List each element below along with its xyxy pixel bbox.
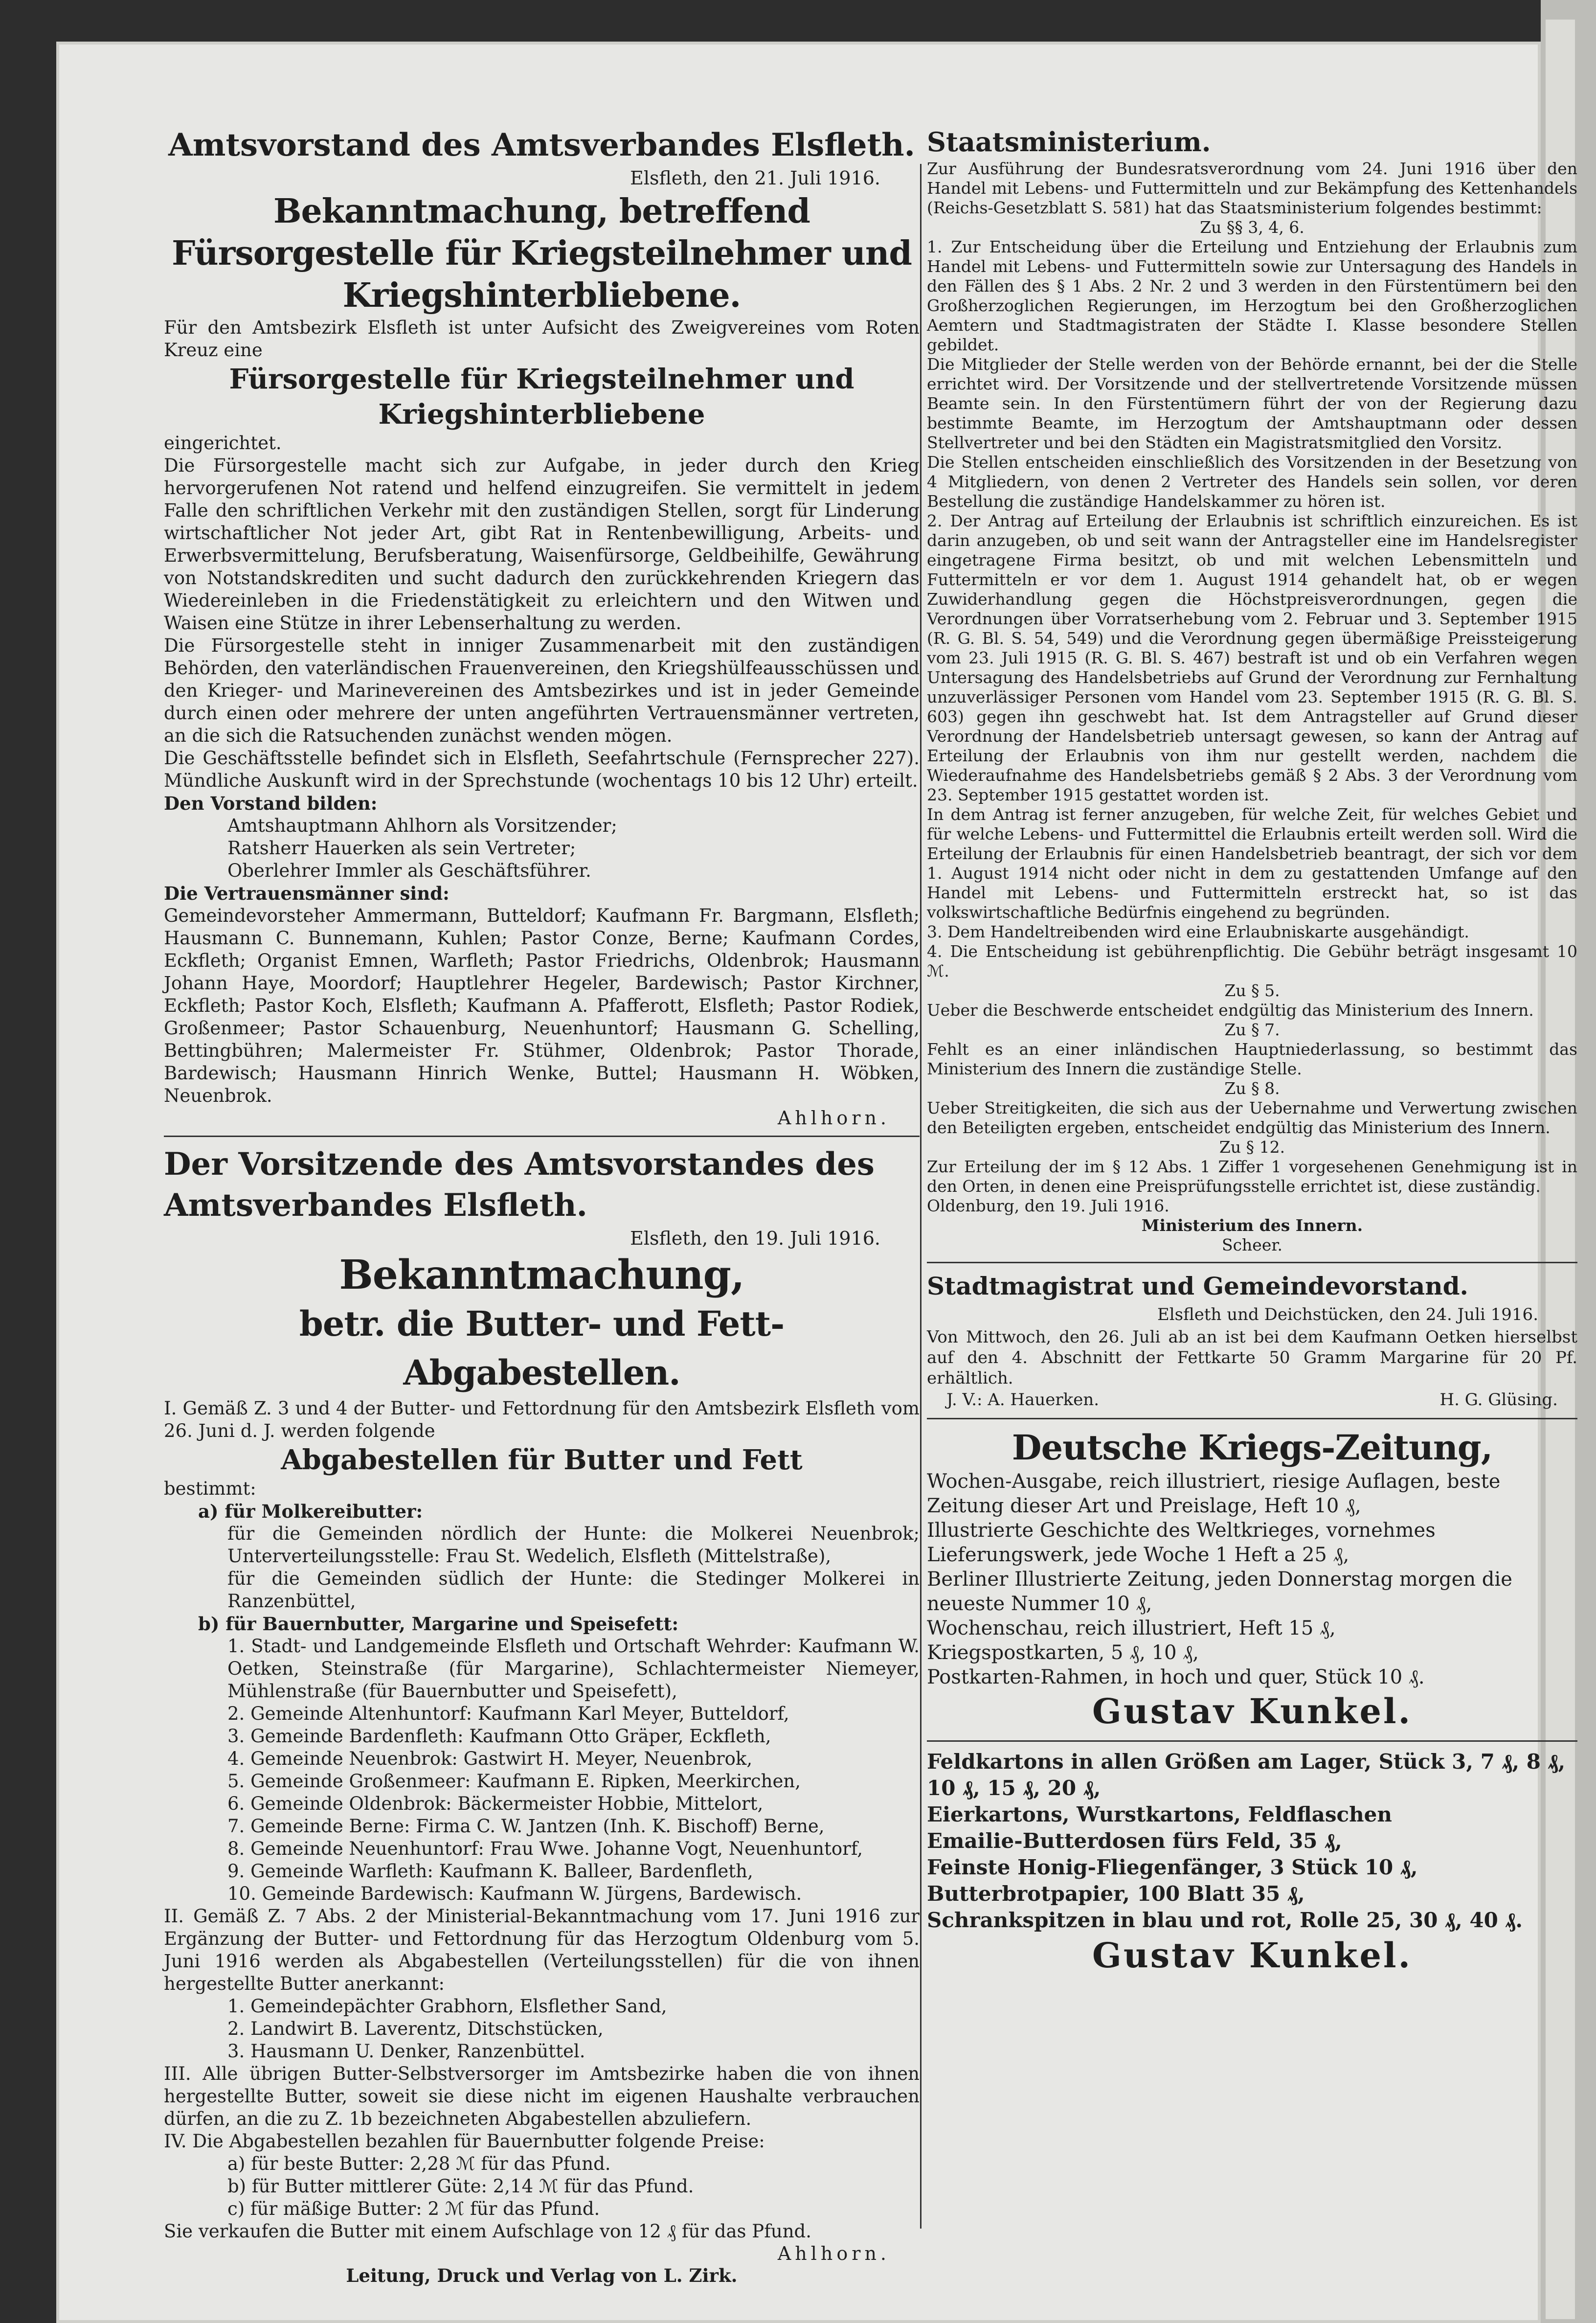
molkerei-south: für die Gemeinden südlich der Hunte: die Stedinger Molkerei in Ranzenbüttel, — [227, 1568, 920, 1612]
notice-c-1c: Die Stellen entscheiden einschließlich des Vorsitzenden in der Besetzung von 4 Mitgliedern, von denen 2 Vertreter des Handels sein sollen, vor deren Bestellung die zuständige Handelskammer zu hören ist. — [927, 453, 1577, 511]
notice-b-signature: Ahlhorn. — [777, 2243, 890, 2264]
notice-b-section-i: I. Gemäß Z. 3 und 4 der Butter- und Fettordnung für den Amtsbezirk Elsfleth vom 26. Juni d. J. werden folgende — [164, 1398, 920, 1441]
ad-e-title: Deutsche Kriegs-Zeitung, — [1012, 1427, 1493, 1468]
ad-f-line: Schrankspitzen in blau und rot, Rolle 25, 30 ₰, 40 ₰. — [927, 1908, 1523, 1932]
ad-e-signature: Gustav Kunkel. — [1092, 1691, 1412, 1731]
notice-a-title: Bekanntmachung, betreffend Fürsorgestelle für Kriegsteilnehmer und Kriegshinterbliebene. — [172, 192, 912, 315]
notice-a-subtitle: Fürsorgestelle für Kriegsteilnehmer und Kriegshinterbliebene — [229, 363, 854, 431]
ad-e-line: Illustrierte Geschichte des Weltkrieges, vornehmes Lieferungswerk, jede Woche 1 Heft a 25 ₰, — [927, 1519, 1436, 1566]
list-item: 5. Gemeinde Großenmeer: Kaufmann E. Ripken, Meerkirchen, — [227, 1771, 801, 1792]
board-member-1: Amtshauptmann Ahlhorn als Vorsitzender; — [227, 815, 617, 836]
notice-d-signature-1: J. V.: A. Hauerken. — [946, 1390, 1100, 1410]
list-item: 2. Landwirt B. Laverentz, Ditschstücken, — [227, 2018, 604, 2039]
section-marker: Zu § 5. — [1224, 981, 1280, 1000]
ad-f-signature: Gustav Kunkel. — [1092, 1935, 1412, 1976]
notice-c-12: Zur Erteilung der im § 12 Abs. 1 Ziffer 1 vorgesehenen Genehmigung ist in den Orten, in denen eine Preisprüfungsstelle errichtet ist, diese zuständig. — [927, 1157, 1577, 1196]
notice-c-ministry: Ministerium des Innern. — [1141, 1216, 1363, 1235]
notice-a-established: eingerichtet. — [164, 433, 282, 454]
ad-e-line: Kriegspostkarten, 5 ₰, 10 ₰, — [927, 1641, 1199, 1664]
left-column — [164, 125, 920, 2287]
notice-c-8: Ueber Streitigkeiten, die sich aus der Uebernahme und Verwertung zwischen den Beteiligten ergeben, entscheidet endgültig das Ministerium des Innern. — [927, 1098, 1577, 1137]
molkerei-heading: a) für Molkereibutter: — [198, 1501, 423, 1522]
notice-b-section-ii: II. Gemäß Z. 7 Abs. 2 der Ministerial-Bekanntmachung vom 17. Juni 1916 zur Ergänzung der Butter- und Fettordnung für das Herzogtum Oldenburg vom 5. Juni 1916 werden als Abgabestellen (Verteilungsstellen) für die von ihnen hergestellte Butter anerkannt: — [164, 1906, 920, 1994]
notice-c-1b: Die Mitglieder der Stelle werden von der Behörde ernannt, bei der die Stelle errichtet wird. Der Vorsitzende und der stellvertretende Vorsitzende müssen Beamte sein. In den Fürstentümern führt der von der Regierung dazu bestimmte Beamte, im Herzogtum der Amtshauptmann oder dessen Stellvertreter und bei den Städten ein Magistratsmitglied den Vorsitz. — [927, 355, 1577, 452]
list-item: 10. Gemeinde Bardewisch: Kaufmann W. Jürgens, Bardewisch. — [227, 1883, 802, 1904]
list-item: 9. Gemeinde Warfleth: Kaufmann K. Balleer, Bardenfleth, — [227, 1861, 753, 1882]
trustees-heading: Die Vertrauensmänner sind: — [164, 883, 450, 904]
notice-b-section-iv-end: Sie verkaufen die Butter mit einem Aufschlage von 12 ₰ für das Pfund. — [164, 2221, 811, 2242]
notice-c-3: 3. Dem Handeltreibenden wird eine Erlaubniskarte ausgehändigt. — [927, 922, 1469, 941]
list-item: 7. Gemeinde Berne: Firma C. W. Jantzen (Inh. K. Bischoff) Berne, — [227, 1816, 825, 1837]
list-item: 3. Gemeinde Bardenfleth: Kaufmann Otto Gräper, Eckfleth, — [227, 1726, 771, 1747]
list-item: 6. Gemeinde Oldenbrok: Bäckermeister Hobbie, Mittelort, — [227, 1793, 764, 1814]
notice-d-signatures — [927, 1389, 1577, 1411]
price-item: c) für mäßige Butter: 2 ℳ für das Pfund. — [227, 2198, 600, 2219]
ad-f-line: Butterbrotpapier, 100 Blatt 35 ₰, — [927, 1882, 1305, 1906]
imprint: Leitung, Druck und Verlag von L. Zirk. — [346, 2265, 738, 2286]
list-item: 1. Stadt- und Landgemeinde Elsfleth und Ortschaft Wehrder: Kaufmann W. Oetken, Steinstraße (für Margarine), Schlachtermeister Niemeyer, Mühlenstraße (für Bauernbutter und Speisefett), — [227, 1636, 920, 1702]
list-item: 1. Gemeindepächter Grabhorn, Elsflether Sand, — [227, 1996, 667, 2017]
molkerei-north: für die Gemeinden nördlich der Hunte: die Molkerei Neuenbrok; Unterverteilungsstelle: Frau St. Wedelich, Elsfleth (Mittelstraße), — [227, 1523, 920, 1567]
divider — [927, 1418, 1577, 1419]
section-marker: Zu § 8. — [1224, 1079, 1280, 1098]
trustees-list: Gemeindevorsteher Ammermann, Butteldorf; Kaufmann Fr. Bargmann, Elsfleth; Hausmann C. Bunnemann, Kuhlen; Pastor Conze, Berne; Kaufmann Cordes, Eckfleth; Organist Emnen, Warfleth; Pastor Friedrichs, Oldenbrok; Hausmann Johann Haye, Moordorf; Hauptlehrer Hegeler, Bardewisch; Pastor Kirchner, Eckfleth; Pastor Koch, Elsfleth; Kaufmann A. Pfafferott, Elsfleth; Pastor Rodiek, Großenmeer; Pastor Schauenburg, Neuenhuntorf; Hausmann G. Schelling, Bettingbühren; Malermeister Fr. Stühmer, Oldenbrok; Pastor Thorade, Bardewisch; Hausmann Hinrich Wenke, Buttel; Hausmann H. Wöbken, Neuenbrok. — [164, 905, 920, 1106]
notice-b-header: Der Vorsitzende des Amtsvorstandes des Amtsverbandes Elsfleth. — [164, 1146, 875, 1224]
notice-c-4: 4. Die Entscheidung ist gebührenpflichtig. Die Gebühr beträgt insgesamt 10 ℳ. — [927, 942, 1577, 980]
notice-a-intro: Für den Amtsbezirk Elsfleth ist unter Aufsicht des Zweigvereines vom Roten Kreuz eine — [164, 317, 920, 361]
notice-a-para3: Die Geschäftsstelle befindet sich in Elsfleth, Seefahrtschule (Fernsprecher 227). Mündliche Auskunft wird in der Sprechstunde (wochentags 10 bis 12 Uhr) erteilt. — [164, 748, 920, 791]
price-item: a) für beste Butter: 2,28 ℳ für das Pfund. — [227, 2153, 611, 2174]
notice-b-section-iii: III. Alle übrigen Butter-Selbstversorger im Amtsbezirke haben die von ihnen hergestellte Butter, soweit sie diese nicht im eigenen Haushalte verbrauchen dürfen, an die zu Z. 1b bezeichneten Abgabestellen abzuliefern. — [164, 2063, 920, 2129]
notice-c-7: Fehlt es an einer inländischen Hauptniederlassung, so bestimmt das Ministerium des Innern die zuständige Stelle. — [927, 1040, 1577, 1078]
ad-e-line: Postkarten-Rahmen, in hoch und quer, Stück 10 ₰. — [927, 1666, 1425, 1688]
notice-a-date: Elsfleth, den 21. Juli 1916. — [630, 167, 880, 189]
notice-c-intro: Zur Ausführung der Bundesratsverordnung vom 24. Juni 1916 über den Handel mit Lebens- und Futtermitteln und zur Bekämpfung des Kettenhandels (Reichs-Gesetzblatt S. 581) hat das Staatsministerium folgendes bestimmt: — [927, 159, 1577, 217]
ad-f-line: Emailie-Butterdosen fürs Feld, 35 ₰, — [927, 1829, 1342, 1853]
notice-b-date: Elsfleth, den 19. Juli 1916. — [630, 1228, 880, 1249]
list-item: 2. Gemeinde Altenhuntorf: Kaufmann Karl Meyer, Butteldorf, — [227, 1703, 789, 1724]
notice-d-date: Elsfleth und Deichstücken, den 24. Juli 1916. — [1157, 1305, 1538, 1324]
notice-a-para2: Die Fürsorgestelle steht in inniger Zusammenarbeit mit den zuständigen Behörden, den vaterländischen Frauenvereinen, den Kriegshülfeausschüssen und den Krieger- und Marinevereinen des Amtsbezirkes und ist in jeder Gemeinde durch einen oder mehrere der unten angeführten Vertrauensmänner vertreten, an die sich die Ratsuchenden zunächst wenden mögen. — [164, 635, 920, 746]
notice-a-header: Amtsvorstand des Amtsverbandes Elsfleth. — [168, 127, 915, 163]
section-marker: Zu §§ 3, 4, 6. — [1200, 218, 1304, 237]
ad-f-line: Eierkartons, Wurstkartons, Feldflaschen — [927, 1802, 1392, 1826]
board-member-2: Ratsherr Hauerken als sein Vertreter; — [227, 838, 576, 859]
ad-e-line: Wochenschau, reich illustriert, Heft 15 ₰, — [927, 1617, 1336, 1640]
notice-b-bestimmt: bestimmt: — [164, 1478, 256, 1499]
list-item: 8. Gemeinde Neuenhuntorf: Frau Wwe. Johanne Vogt, Neuenhuntorf, — [227, 1838, 863, 1859]
notice-c-1: 1. Zur Entscheidung über die Erteilung und Entziehung der Erlaubnis zum Handel mit Lebens- und Futtermitteln sowie zur Untersagung des Handels in den Fällen des § 1 Abs. 2 Nr. 2 und 3 werden in den Fürstentümern bei den Großherzoglichen Regierungen, im Herzogtum bei den Großherzoglichen Aemtern und Stadtmagistraten der Städte I. Klasse besondere Stellen gebildet. — [927, 237, 1577, 354]
list-item: 4. Gemeinde Neuenbrok: Gastwirt H. Meyer, Neuenbrok, — [227, 1748, 753, 1769]
list-item: 3. Hausmann U. Denker, Ranzenbüttel. — [227, 2041, 585, 2062]
notice-d-header: Stadtmagistrat und Gemeindevorstand. — [927, 1272, 1468, 1300]
notice-b-title-1: Bekanntmachung, — [339, 1252, 744, 1298]
divider — [927, 1262, 1577, 1263]
notice-c-2: 2. Der Antrag auf Erteilung der Erlaubnis ist schriftlich einzureichen. Es ist darin anzugeben, ob und seit wann der Antragsteller eine im Handelsregister eingetragene Firma besitzt, ob und mit welchen Lebensmitteln und Futtermitteln er vor dem 1. August 1914 gehandelt hat, ob er wegen Zuwiderhandlung gegen die Höchstpreisverordnungen, gegen die Verordnungen über Vorratserhebung vom 2. Februar und 3. September 1915 (R. G. Bl. S. 54, 549) und die Verordnung gegen übermäßige Preissteigerung vom 23. Juli 1915 (R. G. Bl. S. 467) bestraft ist und ob ein Verfahren wegen Untersagung des Handelsbetriebs auf Grund der Verordnung zur Fernhaltung unzuverlässiger Personen vom Handel vom 23. September 1915 (R. G. Bl. S. 603) gegen ihn geschwebt hat. Ist dem Antragsteller auf Grund dieser Verordnung der Handelsbetrieb untersagt gewesen, so kann der Antrag auf Erteilung der Erlaubnis von ihm nur gestellt werden, nachdem die Wiederaufnahme des Handelsbetriebs gemäß § 2 Abs. 3 der Verordnung vom 23. September 1915 gestattet worden ist. — [927, 511, 1577, 804]
notice-b-section-iv: IV. Die Abgabestellen bezahlen für Bauernbutter folgende Preise: — [164, 2131, 765, 2152]
right-column — [927, 125, 1577, 1978]
divider — [927, 1740, 1577, 1742]
newspaper-page — [56, 42, 1577, 2323]
notice-c-2b: In dem Antrag ist ferner anzugeben, für welche Zeit, für welches Gebiet und für welche Lebens- und Futtermittel die Erlaubnis erteilt werden soll. Wird die Erteilung der Erlaubnis für einen Handelsbetrieb beantragt, der sich vor dem 1. August 1914 nicht oder nicht in dem zu gestattenden Umfange auf den Handel mit Lebens- und Futtermitteln erstreckt hat, so ist das volkswirtschaftliche Bedürfnis eingehend zu begründen. — [927, 805, 1577, 922]
notice-d-text: Von Mittwoch, den 26. Juli ab an ist bei dem Kaufmann Oetken hierselbst auf den 4. Abschnitt der Fettkarte 50 Gramm Margarine für 20 Pf. erhältlich. — [927, 1327, 1577, 1388]
notice-c-date: Oldenburg, den 19. Juli 1916. — [927, 1196, 1169, 1215]
ad-e-line: Berliner Illustrierte Zeitung, jeden Donnerstag morgen die neueste Nummer 10 ₰, — [927, 1568, 1512, 1615]
notice-c-5: Ueber die Beschwerde entscheidet endgültig das Ministerium des Innern. — [927, 1001, 1534, 1020]
notice-b-title-2: betr. die Butter- und Fett-Abgabestellen. — [299, 1303, 785, 1393]
bauernbutter-heading: b) für Bauernbutter, Margarine und Speisefett: — [198, 1613, 679, 1635]
section-marker: Zu § 7. — [1224, 1020, 1280, 1039]
column-divider — [920, 164, 922, 2229]
notice-b-subtitle: Abgabestellen für Butter und Fett — [281, 1444, 803, 1476]
notice-c-signature: Scheer. — [1221, 1235, 1283, 1254]
notice-a-signature: Ahlhorn. — [777, 1107, 890, 1129]
ad-f-line: Feinste Honig-Fliegenfänger, 3 Stück 10 ₰, — [927, 1855, 1418, 1879]
ad-f-line: Feldkartons in allen Größen am Lager, Stück 3, 7 ₰, 8 ₰, 10 ₰, 15 ₰, 20 ₰, — [927, 1750, 1566, 1800]
notice-d-signature-2: H. G. Glüsing. — [1439, 1390, 1558, 1410]
board-member-3: Oberlehrer Immler als Geschäftsführer. — [227, 860, 591, 881]
notice-a-para1: Die Fürsorgestelle macht sich zur Aufgabe, in jeder durch den Krieg hervorgerufenen Not ratend und helfend einzugreifen. Sie vermittelt in jedem Falle den schriftlichen Verkehr mit den zuständigen Stellen, sorgt für Linderung wirtschaftlicher Not jeder Art, gibt Rat in Rentenbewilligung, Arbeits- und Erwerbsvermittelung, Berufsberatung, Waisenfürsorge, Geldbeihilfe, Gewährung von Notstandskrediten und sucht dadurch den zurückkehrenden Kriegern das Wiedereinleben in die Friedenstätigkeit zu erleichtern und den Witwen und Waisen eine Stütze in ihrer Lebenserhaltung zu werden. — [164, 455, 920, 634]
board-heading: Den Vorstand bilden: — [164, 793, 378, 814]
divider — [164, 1136, 920, 1137]
notice-c-header: Staatsministerium. — [927, 126, 1211, 158]
price-item: b) für Butter mittlerer Güte: 2,14 ℳ für das Pfund. — [227, 2176, 694, 2197]
section-marker: Zu § 12. — [1219, 1138, 1285, 1157]
ad-e-line: Wochen-Ausgabe, reich illustriert, riesige Auflagen, beste Zeitung dieser Art und Preislage, Heft 10 ₰, — [927, 1470, 1501, 1517]
